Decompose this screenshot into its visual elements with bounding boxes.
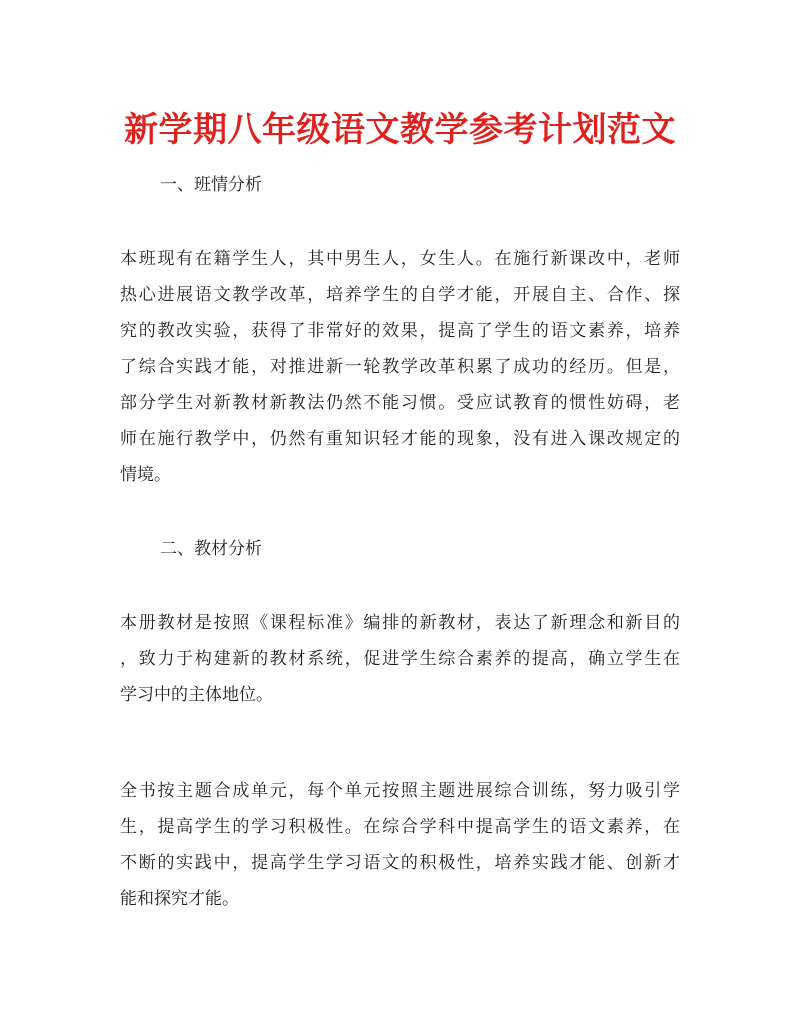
paragraph-textbook-analysis-2 <box>120 773 680 917</box>
paragraph-line: 本班现有在籍学生人，其中男生人，女生人。在施行新课改中，老师 <box>120 249 680 269</box>
paragraph-line: 全书按主题合成单元，每个单元按照主题进展综合训练，努力吸引学 <box>120 781 680 801</box>
paragraph-line: 热心进展语文教学改革，培养学生的自学才能，开展自主、合作、探 <box>120 285 680 305</box>
paragraph-line: 不断的实践中，提高学生学习语文的积极性，培养实践才能、创新才 <box>120 853 680 873</box>
paragraph-textbook-analysis-1 <box>120 605 680 713</box>
paragraph-line: 情境。 <box>120 465 171 485</box>
paragraph-line: 本册教材是按照《课程标准》编排的新教材，表达了新理念和新目的 <box>120 613 680 633</box>
document-title: 新学期八年级语文教学参考计划范文 <box>124 110 676 150</box>
paragraph-line: 部分学生对新教材新教法仍然不能习惯。受应试教育的惯性妨碍，老 <box>120 393 680 413</box>
paragraph-line: 究的教改实验，获得了非常好的效果，提高了学生的语文素养，培养 <box>120 321 680 341</box>
paragraph-class-analysis <box>120 241 680 493</box>
paragraph-line: 师在施行教学中，仍然有重知识轻才能的现象，没有进入课改规定的 <box>120 429 680 449</box>
paragraph-line: 生，提高学生的学习积极性。在综合学科中提高学生的语文素养，在 <box>120 817 680 837</box>
paragraph-line: 能和探究才能。 <box>120 889 239 909</box>
section-heading-textbook-analysis: 二、教材分析 <box>160 539 262 559</box>
section-heading-class-analysis: 一、班情分析 <box>160 175 262 195</box>
paragraph-line: 了综合实践才能，对推进新一轮教学改革积累了成功的经历。但是， <box>120 357 680 377</box>
paragraph-line: ，致力于构建新的教材系统，促进学生综合素养的提高，确立学生在 <box>120 649 680 669</box>
paragraph-line: 学习中的主体地位。 <box>120 685 273 705</box>
